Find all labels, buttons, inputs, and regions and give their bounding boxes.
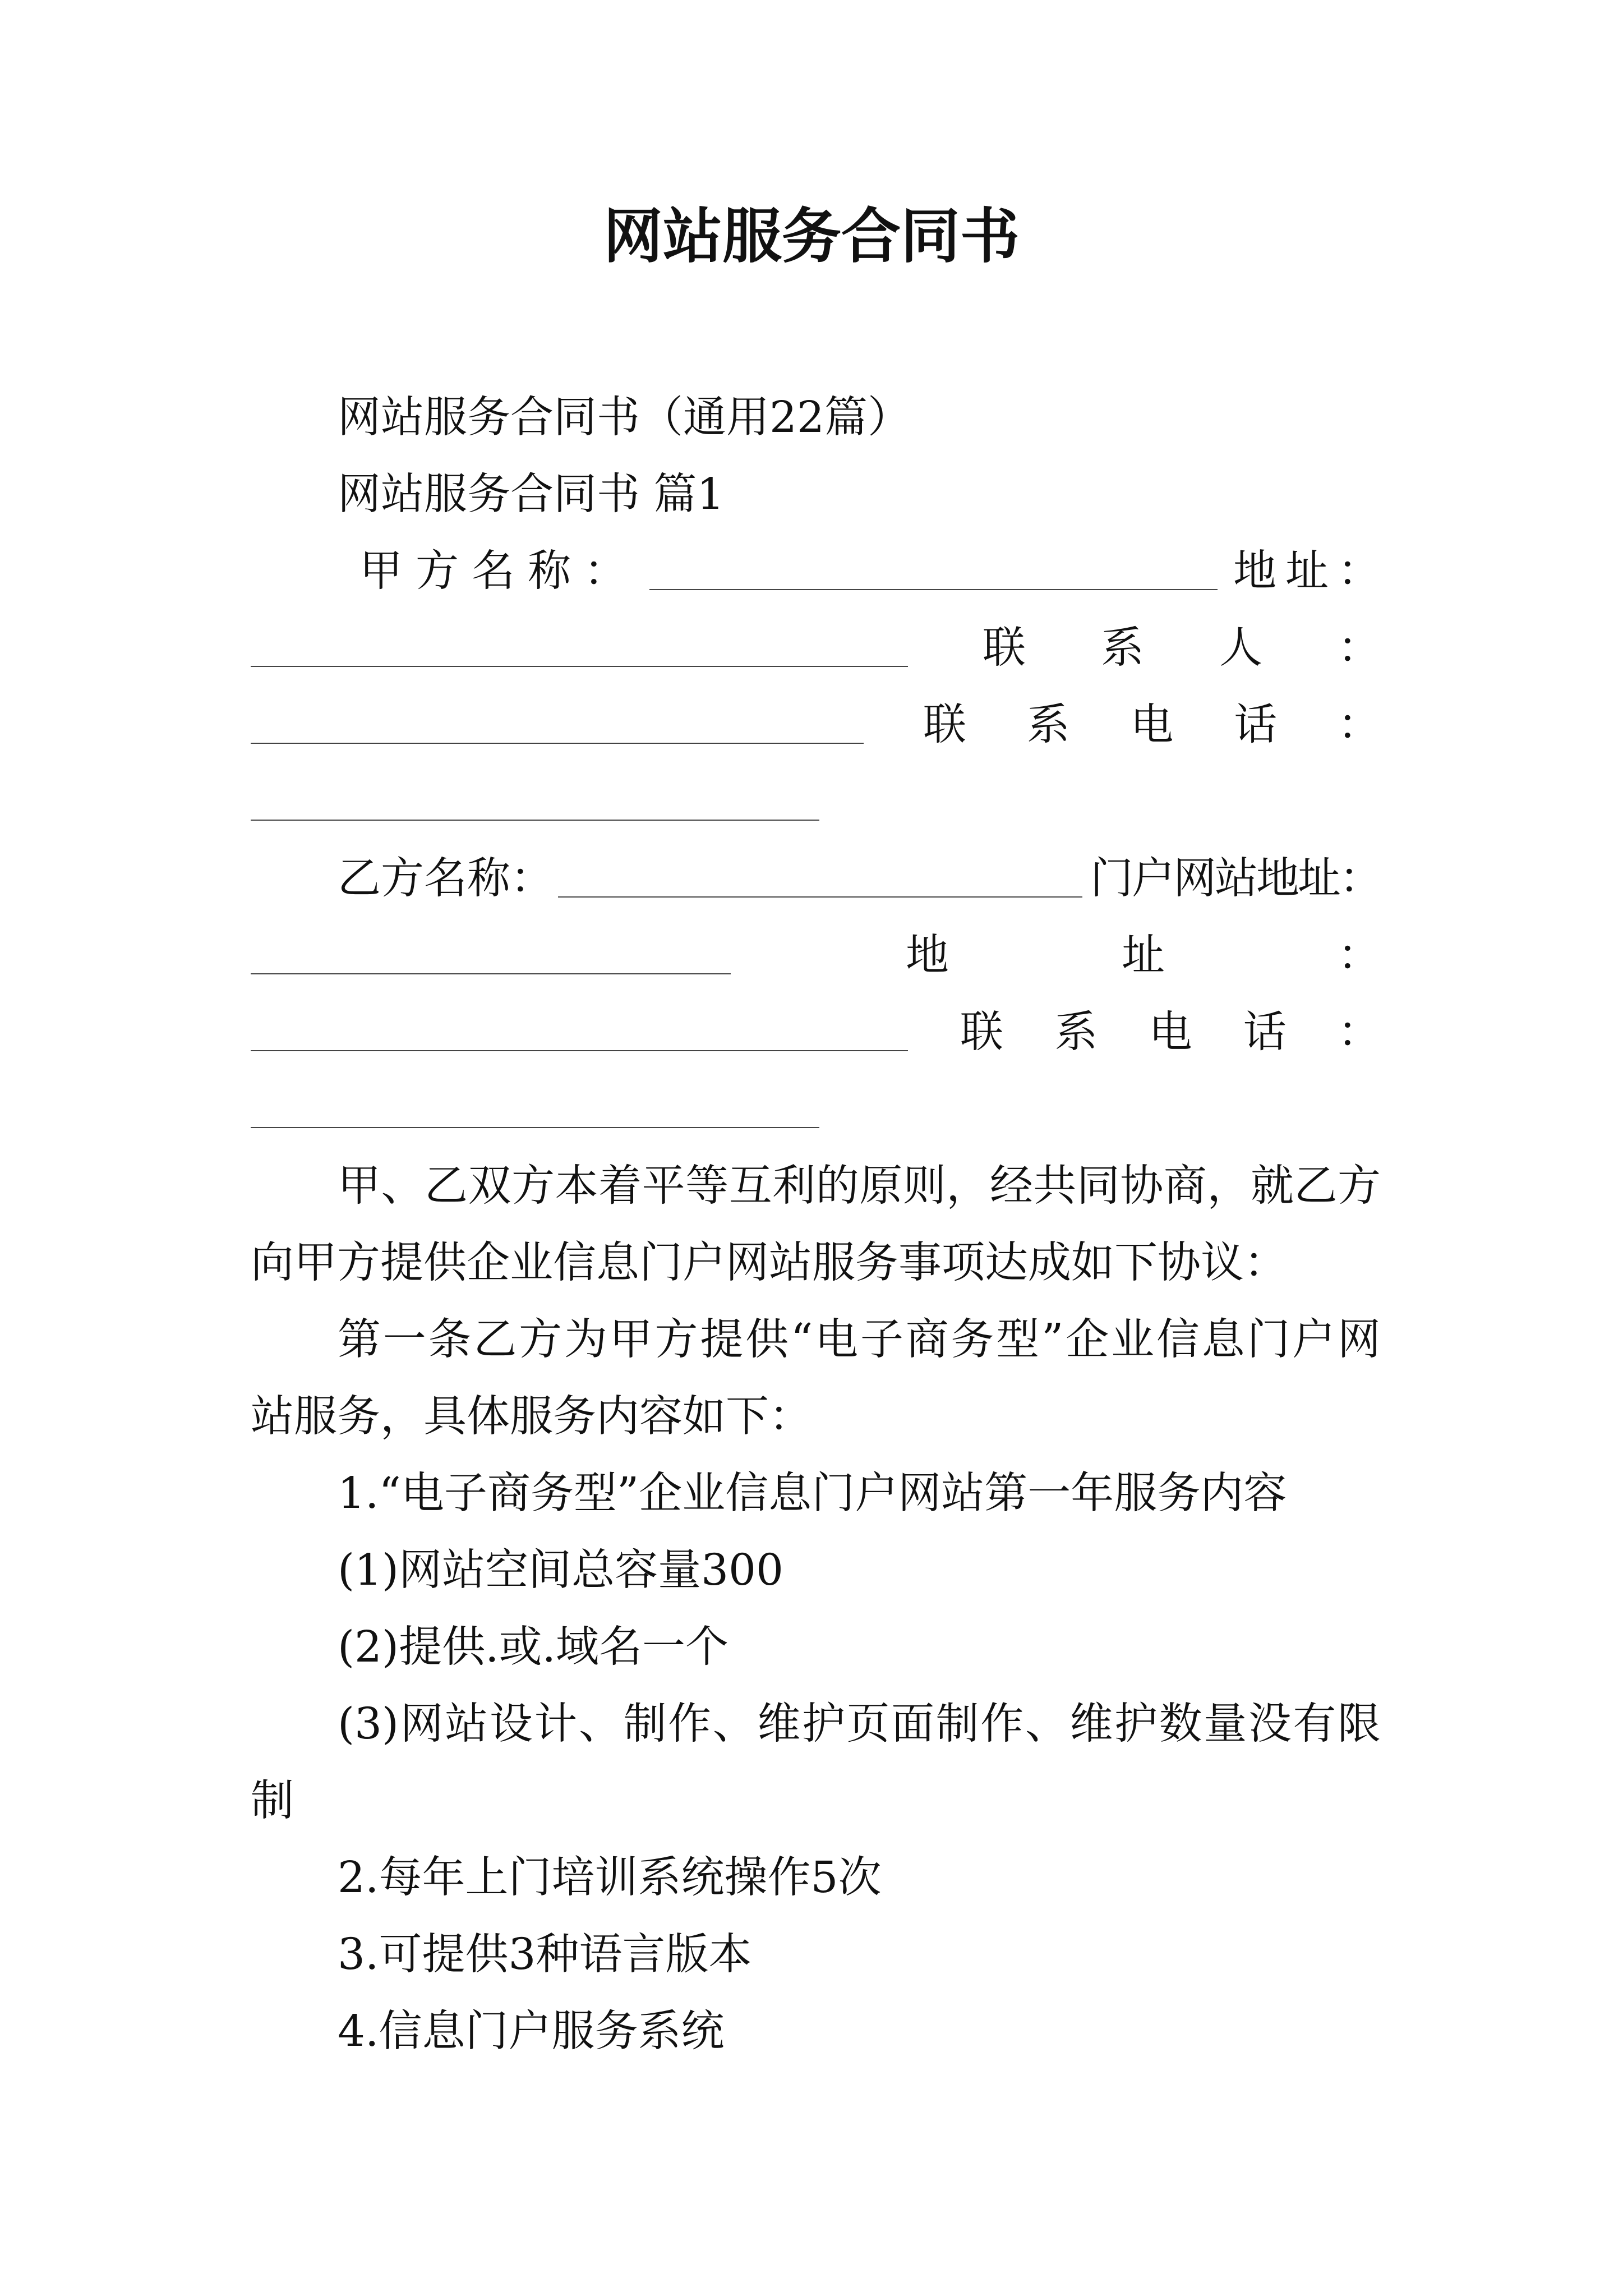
party-b-address-blank xyxy=(251,1050,908,1051)
party-a-row-3 xyxy=(0,687,1623,763)
party-a-address-blank xyxy=(251,666,908,667)
item-4: 4.信息门户服务系统 xyxy=(338,2007,725,2056)
party-b-row-2 xyxy=(0,917,1623,994)
paragraph-line xyxy=(0,1225,1623,1301)
sub-item-2: (2)提供.或.域名一个 xyxy=(338,1622,729,1672)
paragraph-line xyxy=(0,1763,1623,1839)
party-a-contact-label: 联系人： xyxy=(983,623,1381,673)
party-a-contact-blank xyxy=(251,743,864,744)
paragraph-1-line-1: 甲、乙双方本着平等互利的原则，经共同协商，就乙方 xyxy=(338,1161,1381,1211)
party-b-row-1 xyxy=(0,840,1623,917)
paragraph-line xyxy=(0,1532,1623,1609)
sub-item-3-line-2: 制 xyxy=(251,1776,294,1826)
party-a-address-label: 地址： xyxy=(1233,546,1381,596)
party-b-name-label: 乙方名称： xyxy=(338,854,554,904)
paragraph-line xyxy=(0,1839,1623,1916)
document-body xyxy=(0,379,1623,2070)
paragraph-line xyxy=(0,1148,1623,1225)
party-b-portal-label: 门户网站地址： xyxy=(1090,854,1381,904)
paragraph-line xyxy=(0,1916,1623,1993)
party-a-name-label: 甲方名称： xyxy=(359,546,627,596)
party-b-phone-blank xyxy=(251,1127,819,1128)
paragraph-line xyxy=(0,1378,1623,1455)
party-b-phone-label: 联系电话： xyxy=(960,1007,1381,1057)
item-2: 2.每年上门培训系统操作5次 xyxy=(338,1853,882,1903)
paragraph-line xyxy=(0,1686,1623,1763)
subtitle-line xyxy=(0,379,1623,456)
paragraph-line xyxy=(0,1455,1623,1532)
paragraph-2-line-1: 第一条乙方为甲方提供“电子商务型”企业信息门户网 xyxy=(338,1315,1381,1365)
party-a-phone-label: 联系电话： xyxy=(923,700,1381,750)
party-a-row-1 xyxy=(0,533,1623,610)
paragraph-2-line-2: 站服务，具体服务内容如下： xyxy=(251,1392,812,1442)
paragraph-line xyxy=(0,1993,1623,2070)
party-b-row-4 xyxy=(0,1071,1623,1148)
document-subtitle: 网站服务合同书（通用22篇） xyxy=(338,393,911,443)
item-1-heading: 1.“电子商务型”企业信息门户网站第一年服务内容 xyxy=(338,1469,1287,1519)
sub-item-3-line-1: (3)网站设计、制作、维护页面制作、维护数量没有限 xyxy=(338,1699,1381,1749)
page-title: 网站服务合同书 xyxy=(603,201,1020,271)
paragraph-1-line-2: 向甲方提供企业信息门户网站服务事项达成如下协议： xyxy=(251,1238,1287,1288)
party-b-portal-blank xyxy=(251,973,731,974)
party-b-name-blank xyxy=(558,896,1082,898)
party-a-phone-blank xyxy=(251,820,819,821)
paragraph-line xyxy=(0,1301,1623,1378)
item-3: 3.可提供3种语言版本 xyxy=(338,1930,752,1980)
sub-item-1: (1)网站空间总容量300 xyxy=(338,1545,784,1595)
party-b-address-label: 地址： xyxy=(906,931,1381,981)
party-b-row-3 xyxy=(0,994,1623,1071)
section-heading: 网站服务合同书 篇1 xyxy=(338,470,725,519)
party-a-row-4 xyxy=(0,763,1623,840)
paragraph-line xyxy=(0,1609,1623,1686)
party-a-name-blank xyxy=(649,589,1218,590)
section-heading-line xyxy=(0,456,1623,533)
party-a-row-2 xyxy=(0,610,1623,687)
